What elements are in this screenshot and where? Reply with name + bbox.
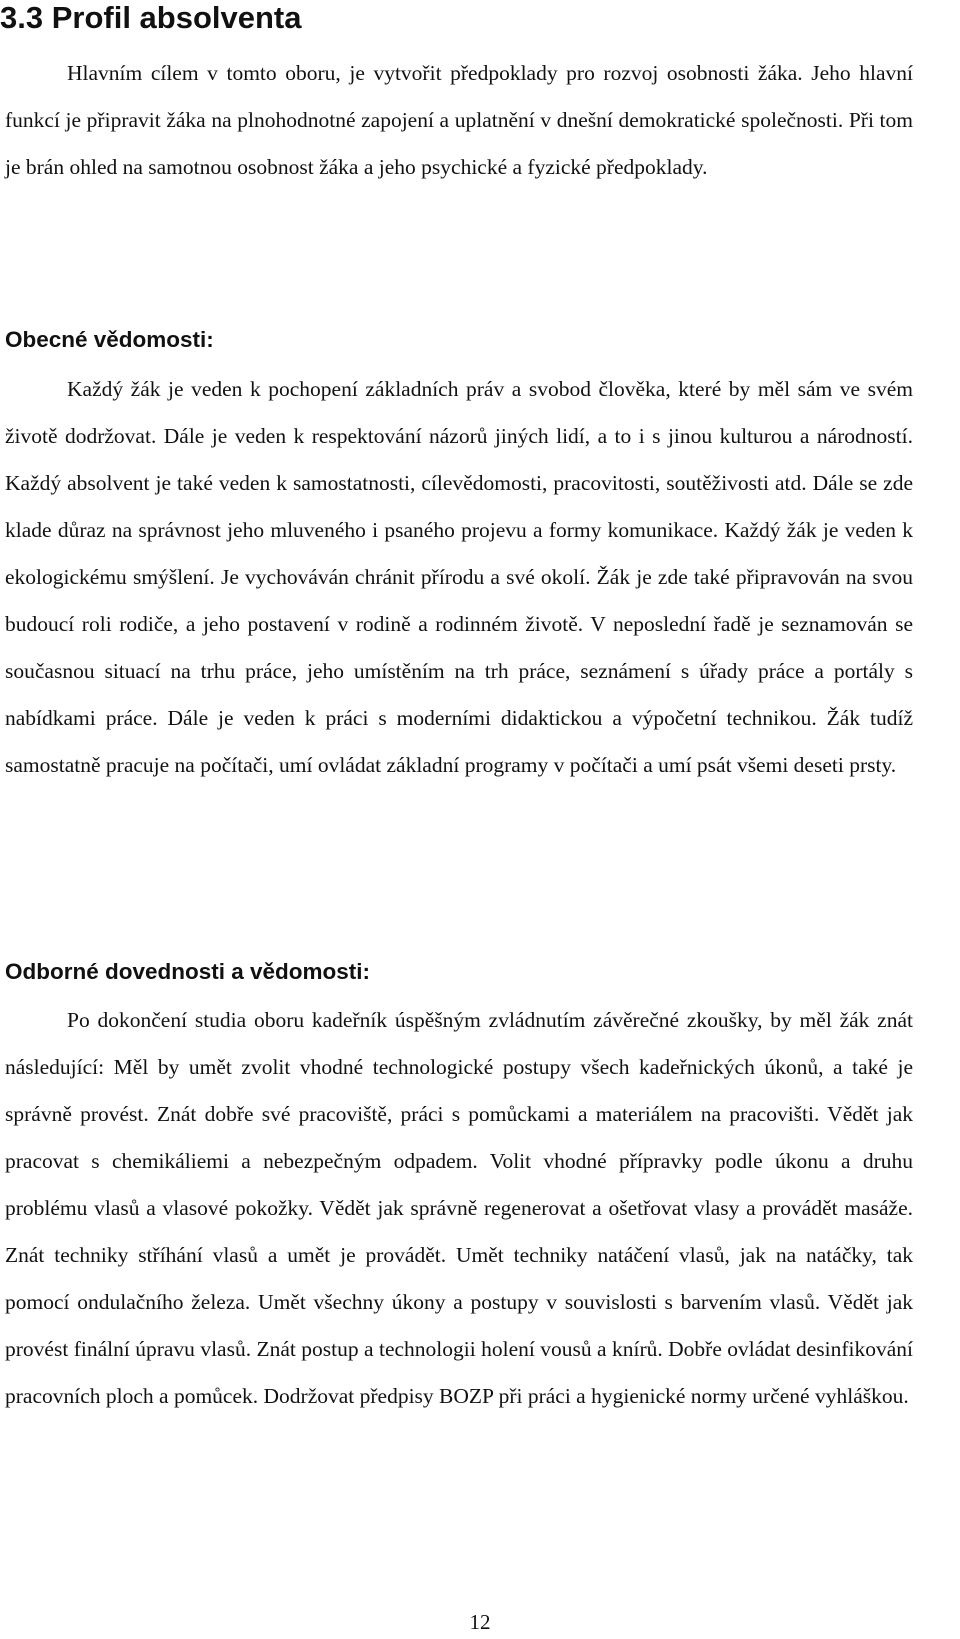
general-knowledge-heading: Obecné vědomosti: xyxy=(5,327,214,352)
intro-paragraph xyxy=(5,50,913,191)
page-number: 12 xyxy=(469,1610,491,1634)
professional-skills-text: Po dokončení studia oboru kadeřník úspěšným zvládnutím závěrečné zkoušky, by měl žák znát následující: Měl by umět zvolit vhodné technologické postupy všech kadeřnických úkonů, a také je správně provést. Znát dobře své pracoviště, práci s pomůckami a materiálem na pracovišti. Vědět jak pracovat s chemikáliemi a nebezpečným odpadem. Volit vhodné přípravky podle úkonu a druhu problému vlasů a vlasové pokožky. Vědět jak správně regenerovat a ošetřovat vlasy a provádět masáže. Znát techniky stříhání vlasů a umět je provádět. Umět techniky natáčení vlasů, jak na natáčky, tak pomocí ondulačního železa. Umět všechny úkony a postupy v souvislosti s barvením vlasů. Vědět jak provést finální úpravu vlasů. Znát postup a technologii holení vousů a knírů. Dobře ovládat desinfikování pracovních ploch a pomůcek. Dodržovat předpisy BOZP při práci a hygienické normy určené vyhláškou. xyxy=(5,1008,913,1408)
general-knowledge-text: Každý žák je veden k pochopení základních práv a svobod člověka, které by měl sám ve svém životě dodržovat. Dále je veden k respektování názorů jiných lidí, a to i s jinou kulturou a národností. Každý absolvent je také veden k samostatnosti, cílevědomosti, pracovitosti, soutěživosti atd. Dále se zde klade důraz na správnost jeho mluveného i psaného projevu a formy komunikace. Každý žák je veden k ekologickému smýšlení. Je vychováván chránit přírodu a své okolí. Žák je zde také připravován na svou budoucí roli rodiče, a jeho postavení v rodině a rodinném životě. V neposlední řadě je seznamován se současnou situací na trhu práce, jeho umístěním na trh práce, seznámení s úřady práce a portály s nabídkami práce. Dále je veden k práci s moderními didaktickou a výpočetní technikou. Žák tudíž samostatně pracuje na počítači, umí ovládat základní programy v počítači a umí psát všemi deseti prsty. xyxy=(5,377,913,777)
professional-skills-heading: Odborné dovednosti a vědomosti: xyxy=(5,959,371,984)
intro-text: Hlavním cílem v tomto oboru, je vytvořit předpoklady pro rozvoj osobnosti žáka. Jeho hlavní funkcí je připravit žáka na plnohodnotné zapojení a uplatnění v dnešní demokratické společnosti. Při tom je brán ohled na samotnou osobnost žáka a jeho psychické a fyzické předpoklady. xyxy=(5,61,913,179)
professional-skills-paragraph xyxy=(5,997,913,1420)
section-title: 3.3 Profil absolventa xyxy=(0,0,302,35)
general-knowledge-paragraph xyxy=(5,366,913,789)
